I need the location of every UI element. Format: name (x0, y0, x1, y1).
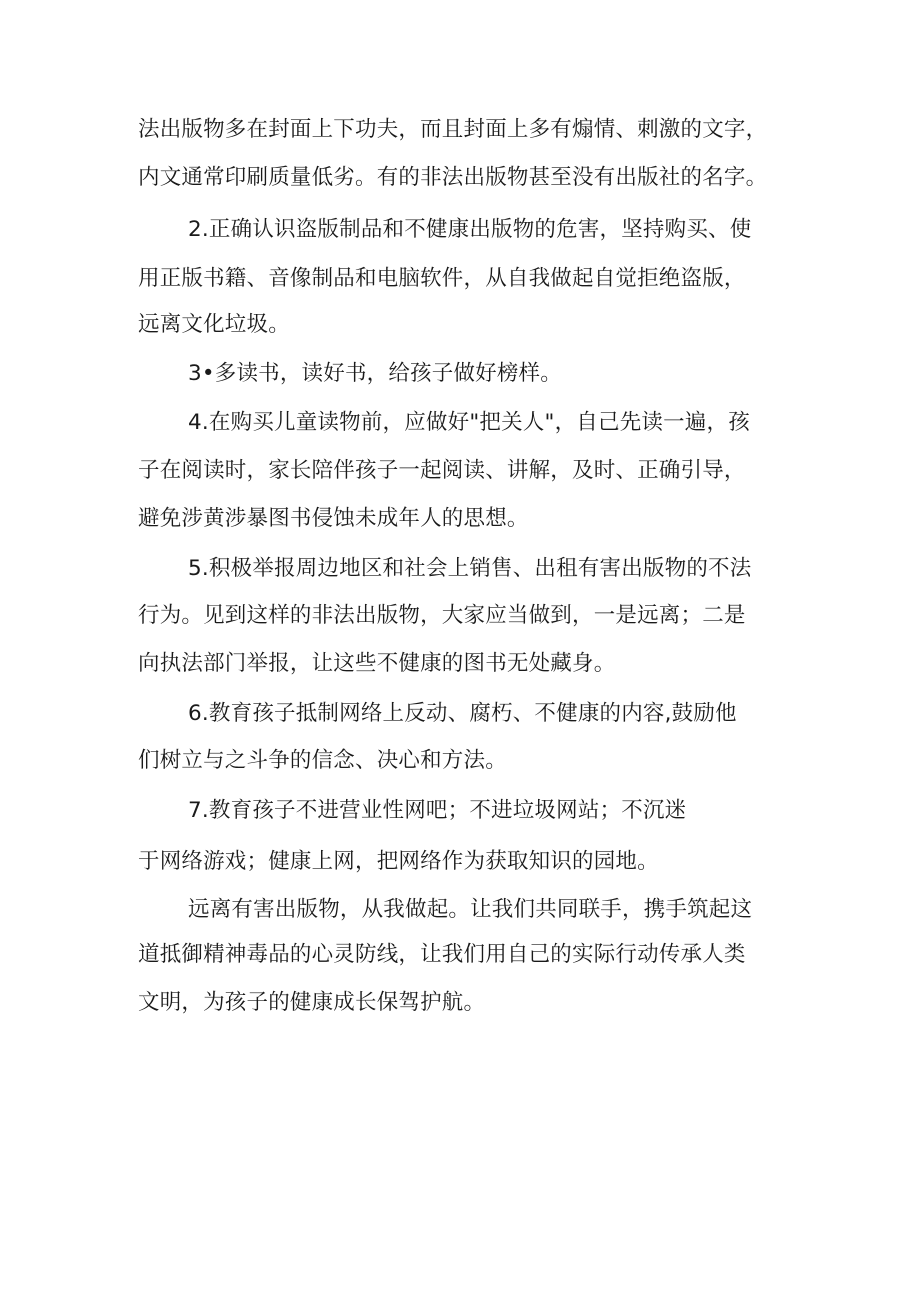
text-line-19: 文明，为孩子的健康成长保驾护航。 (138, 990, 486, 1015)
text-line-17: 远离有害出版物，从我做起。让我们共同联手，携手筑起这 (188, 897, 753, 922)
text-line-14: 们树立与之斗争的信念、决心和方法。 (138, 748, 507, 773)
text-line-15: 7.教育孩子不进营业性网吧；不进垃圾网站；不沉迷 (188, 798, 687, 823)
text-line-11: 行为。见到这样的非法出版物，大家应当做到，一是远离；二是 (138, 603, 746, 628)
text-line-2: 内文通常印刷质量低劣。有的非法出版物甚至没有出版社的名字。 (138, 165, 768, 190)
text-line-16: 于网络游戏；健康上网，把网络作为获取知识的园地。 (138, 849, 659, 874)
text-line-4: 用正版书籍、音像制品和电脑软件，从自我做起自觉拒绝盗版， (138, 266, 746, 291)
text-line-8: 子在阅读时，家长陪伴孩子一起阅读、讲解，及时、正确引导， (138, 458, 746, 483)
text-line-6: 3•多读书，读好书，给孩子做好榜样。 (188, 361, 562, 386)
text-line-1: 法出版物多在封面上下功夫，而且封面上多有煽情、刺激的文字， (138, 117, 768, 142)
text-line-7: 4.在购买儿童读物前，应做好"把关人"，自己先读一遍，孩 (188, 410, 750, 435)
text-line-3: 2.正确认识盗版制品和不健康出版物的危害，坚持购买、使 (188, 217, 752, 242)
text-line-10: 5.积极举报周边地区和社会上销售、出租有害出版物的不法 (188, 556, 752, 581)
text-line-13: 6.教育孩子抵制网络上反动、腐朽、不健康的内容,鼓励他 (188, 701, 737, 726)
text-line-5: 远离文化垃圾。 (138, 312, 290, 337)
text-line-9: 避免涉黄涉暴图书侵蚀未成年人的思想。 (138, 506, 529, 531)
text-line-12: 向执法部门举报，让这些不健康的图书无处藏身。 (138, 651, 616, 676)
text-line-18: 道抵御精神毒品的心灵防线，让我们用自己的实际行动传承人类 (138, 942, 746, 967)
